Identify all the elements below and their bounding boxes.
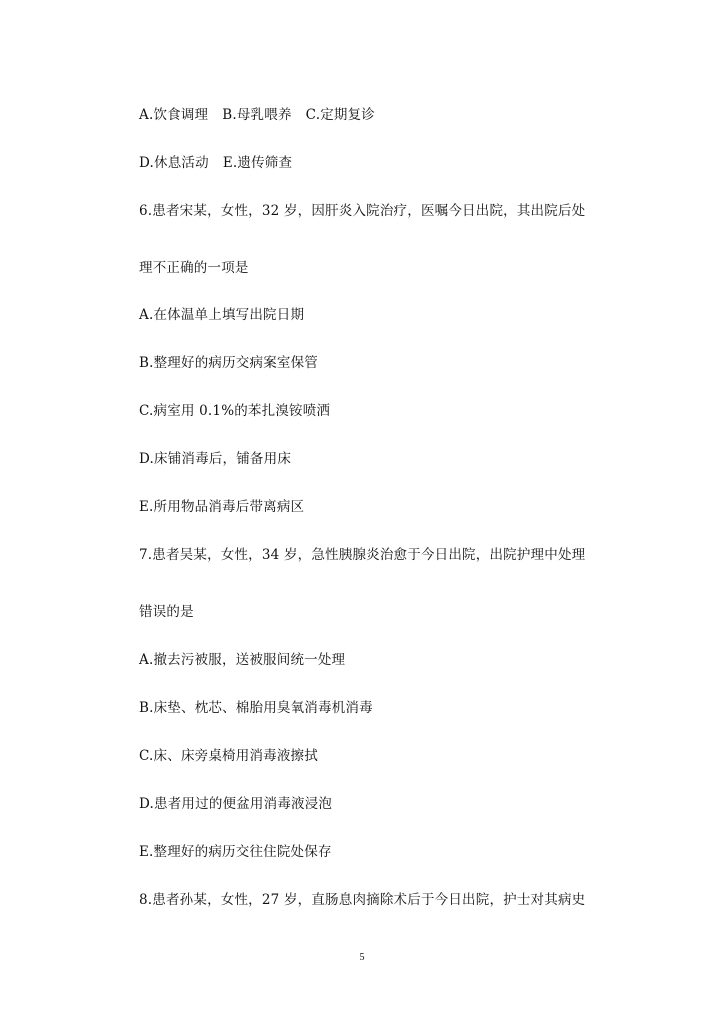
question-6-option-d: D.床铺消毒后，铺备用床 [139,451,292,467]
question-8-stem-line-1: 8.患者孙某，女性，27 岁，直肠息肉摘除术后于今日出院，护士对其病史 [139,892,586,908]
option-d: D.休息活动 [139,155,209,171]
question-7-option-c: C.床、床旁桌椅用消毒液擦拭 [139,748,318,764]
question-7-option-e: E.整理好的病历交往住院处保存 [139,844,332,860]
question-6-stem-line-2: 理不正确的一项是 [139,260,249,276]
question-6-option-e: E.所用物品消毒后带离病区 [139,499,305,515]
question-7-stem-line-2: 错误的是 [139,604,194,620]
option-c: C.定期复诊 [305,107,376,123]
options-row-de [139,154,292,172]
question-6-stem-line-1: 6.患者宋某，女性，32 岁，因肝炎入院治疗，医嘱今日出院，其出院后处 [139,203,586,219]
question-7-option-b: B.床垫、枕芯、棉胎用臭氧消毒机消毒 [139,700,373,716]
option-e: E.遗传筛查 [222,155,293,171]
question-6-option-c: C.病室用 0.1%的苯扎溴铵喷洒 [139,403,331,419]
question-6-option-b: B.整理好的病历交病案室保管 [139,355,319,371]
options-row-abc [139,106,375,124]
page-number: 5 [359,952,365,963]
option-b: B.母乳喂养 [222,107,292,123]
question-7-option-d: D.患者用过的便盆用消毒液浸泡 [139,796,333,812]
question-7-option-a: A.撤去污被服，送被服间统一处理 [139,652,346,668]
question-7-stem-line-1: 7.患者吴某，女性，34 岁，急性胰腺炎治愈于今日出院，出院护理中处理 [139,547,586,563]
question-6-option-a: A.在体温单上填写出院日期 [139,307,305,323]
option-a: A.饮食调理 [139,107,209,123]
